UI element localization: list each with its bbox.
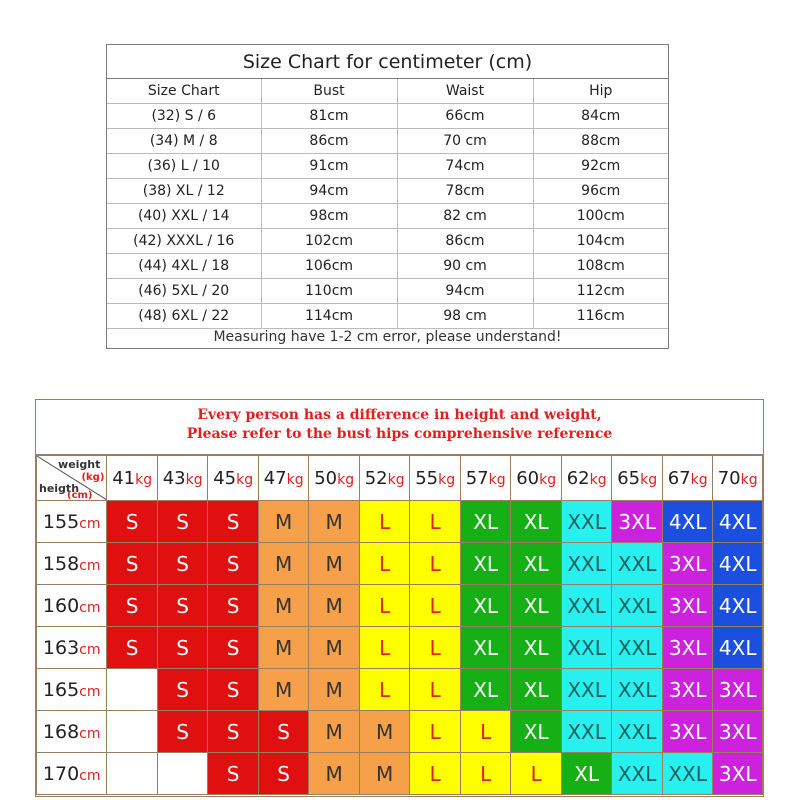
- size-cell: XXL: [561, 669, 612, 711]
- empty-cell: [107, 669, 158, 711]
- empty-cell: [107, 753, 158, 795]
- waist-value: 82 cm: [397, 204, 533, 229]
- size-chart-row: [107, 179, 668, 204]
- weight-value: 47: [263, 467, 287, 489]
- size-cell: M: [258, 501, 309, 543]
- weight-col-header: [713, 456, 763, 501]
- header-waist: Waist: [397, 79, 533, 104]
- hip-value: 116cm: [533, 304, 668, 329]
- weight-unit: kg: [337, 471, 355, 488]
- size-cell: XL: [460, 585, 511, 627]
- hip-value: 104cm: [533, 229, 668, 254]
- height-unit: cm: [79, 767, 101, 784]
- weight-value: 57: [465, 467, 489, 489]
- weight-unit: kg: [488, 471, 506, 488]
- size-cell: L: [359, 627, 410, 669]
- size-chart-row: [107, 204, 668, 229]
- size-cell: XL: [511, 711, 562, 753]
- size-cell: XXL: [612, 669, 663, 711]
- size-cell: M: [258, 543, 309, 585]
- weight-col-header: [309, 456, 360, 501]
- height-value: 170: [42, 762, 80, 785]
- size-cell: 3XL: [662, 711, 713, 753]
- weight-unit: kg: [690, 471, 708, 488]
- weight-col-header: [208, 456, 259, 501]
- size-cell: L: [410, 585, 461, 627]
- size-cell: S: [107, 501, 158, 543]
- size-cell: 3XL: [612, 501, 663, 543]
- size-cell: M: [258, 627, 309, 669]
- height-row-header: [37, 753, 107, 795]
- height-row: [37, 753, 763, 795]
- size-cell: XL: [460, 543, 511, 585]
- weight-col-header: [511, 456, 562, 501]
- size-cell: XXL: [612, 753, 663, 795]
- size-cell: 4XL: [713, 501, 763, 543]
- size-cell: M: [309, 669, 360, 711]
- height-unit: cm: [79, 683, 101, 700]
- waist-value: 78cm: [397, 179, 533, 204]
- weight-col-header: [157, 456, 208, 501]
- size-cell: M: [309, 711, 360, 753]
- height-unit-label: (cm): [67, 490, 93, 501]
- size-cell: XL: [460, 501, 511, 543]
- size-cell: S: [208, 669, 259, 711]
- hip-value: 96cm: [533, 179, 668, 204]
- weight-col-header: [107, 456, 158, 501]
- size-cell: XXL: [561, 711, 612, 753]
- size-chart-title: Size Chart for centimeter (cm): [107, 45, 668, 79]
- size-cell: S: [258, 753, 309, 795]
- bust-value: 106cm: [261, 254, 397, 279]
- waist-value: 66cm: [397, 104, 533, 129]
- waist-value: 74cm: [397, 154, 533, 179]
- size-cell: M: [309, 753, 360, 795]
- height-value: 165: [42, 678, 80, 701]
- size-cell: 4XL: [713, 543, 763, 585]
- size-cell: XL: [511, 627, 562, 669]
- size-label: (46) 5XL / 20: [107, 279, 261, 304]
- size-cell: 4XL: [662, 501, 713, 543]
- size-cell: S: [157, 669, 208, 711]
- size-chart-body: [107, 104, 668, 329]
- hip-value: 108cm: [533, 254, 668, 279]
- size-cell: XL: [561, 753, 612, 795]
- height-label: heigth: [39, 482, 80, 495]
- size-cell: S: [208, 711, 259, 753]
- height-unit: cm: [79, 557, 101, 574]
- weight-unit: kg: [286, 471, 304, 488]
- height-value: 158: [42, 552, 80, 575]
- size-cell: S: [157, 501, 208, 543]
- weight-col-header: [561, 456, 612, 501]
- height-value: 168: [42, 720, 80, 743]
- size-label: (40) XXL / 14: [107, 204, 261, 229]
- waist-value: 86cm: [397, 229, 533, 254]
- size-cell: XL: [511, 669, 562, 711]
- size-cell: 3XL: [662, 543, 713, 585]
- size-cell: L: [460, 711, 511, 753]
- weight-unit: kg: [640, 471, 658, 488]
- height-unit: cm: [79, 599, 101, 616]
- weight-col-header: [662, 456, 713, 501]
- weight-value: 41: [112, 467, 136, 489]
- height-row: [37, 711, 763, 753]
- size-cell: L: [410, 627, 461, 669]
- height-row-header: [37, 669, 107, 711]
- size-cell: 4XL: [713, 585, 763, 627]
- weight-unit: kg: [740, 471, 758, 488]
- size-chart-row: [107, 279, 668, 304]
- size-cell: L: [410, 501, 461, 543]
- waist-value: 98 cm: [397, 304, 533, 329]
- height-row-header: [37, 711, 107, 753]
- size-cell: S: [107, 627, 158, 669]
- weight-unit: kg: [185, 471, 203, 488]
- size-label: (32) S / 6: [107, 104, 261, 129]
- size-chart-table: [107, 79, 668, 329]
- size-cell: S: [208, 627, 259, 669]
- size-cell: XXL: [561, 627, 612, 669]
- hip-value: 100cm: [533, 204, 668, 229]
- size-cell: M: [258, 585, 309, 627]
- size-cell: S: [208, 753, 259, 795]
- size-label: (36) L / 10: [107, 154, 261, 179]
- size-cell: 3XL: [713, 711, 763, 753]
- bust-value: 86cm: [261, 129, 397, 154]
- bust-value: 110cm: [261, 279, 397, 304]
- weight-unit: kg: [589, 471, 607, 488]
- height-row: [37, 669, 763, 711]
- size-chart-row: [107, 254, 668, 279]
- size-cell: M: [309, 585, 360, 627]
- size-label: (34) M / 8: [107, 129, 261, 154]
- weight-value: 65: [617, 467, 641, 489]
- weight-height-size-chart: [35, 399, 764, 797]
- size-label: (38) XL / 12: [107, 179, 261, 204]
- height-row-header: [37, 543, 107, 585]
- hip-value: 92cm: [533, 154, 668, 179]
- size-chart-row: [107, 154, 668, 179]
- weight-value: 43: [162, 467, 186, 489]
- hip-value: 84cm: [533, 104, 668, 129]
- size-cell: L: [460, 753, 511, 795]
- size-cell: XXL: [561, 543, 612, 585]
- weight-col-header: [460, 456, 511, 501]
- height-row: [37, 627, 763, 669]
- size-cell: S: [208, 585, 259, 627]
- weight-value: 52: [364, 467, 388, 489]
- weight-col-header: [410, 456, 461, 501]
- size-chart-row: [107, 104, 668, 129]
- size-cell: L: [410, 669, 461, 711]
- size-label: (42) XXXL / 16: [107, 229, 261, 254]
- size-cell: XL: [460, 669, 511, 711]
- size-cell: S: [157, 585, 208, 627]
- bust-value: 102cm: [261, 229, 397, 254]
- size-cell: 3XL: [662, 627, 713, 669]
- weight-value: 60: [516, 467, 540, 489]
- hip-value: 88cm: [533, 129, 668, 154]
- waist-value: 90 cm: [397, 254, 533, 279]
- size-cell: 4XL: [713, 627, 763, 669]
- size-cell: XL: [511, 501, 562, 543]
- bust-value: 114cm: [261, 304, 397, 329]
- weight-value: 55: [415, 467, 439, 489]
- size-cell: XXL: [612, 711, 663, 753]
- size-chart-row: [107, 229, 668, 254]
- size-cell: 3XL: [713, 669, 763, 711]
- size-cell: S: [157, 627, 208, 669]
- size-cell: S: [107, 585, 158, 627]
- header-bust: Bust: [261, 79, 397, 104]
- size-cell: S: [208, 501, 259, 543]
- weight-unit: kg: [539, 471, 557, 488]
- height-value: 155: [42, 510, 80, 533]
- size-cell: M: [309, 543, 360, 585]
- size-chart-cm: [106, 44, 669, 349]
- size-chart-header-row: [107, 79, 668, 104]
- size-cell: L: [410, 711, 461, 753]
- size-cell: L: [359, 543, 410, 585]
- waist-value: 70 cm: [397, 129, 533, 154]
- size-cell: S: [107, 543, 158, 585]
- bust-value: 91cm: [261, 154, 397, 179]
- size-cell: XXL: [612, 585, 663, 627]
- size-cell: XL: [511, 585, 562, 627]
- empty-cell: [157, 753, 208, 795]
- size-cell: XXL: [612, 543, 663, 585]
- size-cell: XXL: [612, 627, 663, 669]
- size-grid-body: [37, 501, 763, 795]
- size-cell: 3XL: [662, 669, 713, 711]
- corner-cell: [37, 456, 107, 501]
- weight-unit: kg: [135, 471, 153, 488]
- size-cell: L: [511, 753, 562, 795]
- height-unit: cm: [79, 641, 101, 658]
- bust-value: 98cm: [261, 204, 397, 229]
- weight-value: 62: [566, 467, 590, 489]
- weight-value: 45: [213, 467, 237, 489]
- size-label: (44) 4XL / 18: [107, 254, 261, 279]
- size-cell: L: [410, 543, 461, 585]
- weight-col-header: [258, 456, 309, 501]
- size-cell: 3XL: [662, 585, 713, 627]
- size-cell: L: [410, 753, 461, 795]
- size-chart-row: [107, 129, 668, 154]
- banner-line-2: Please refer to the bust hips comprehensive reference: [186, 426, 613, 442]
- weight-value: 70: [717, 467, 741, 489]
- height-value: 163: [42, 636, 80, 659]
- bust-value: 94cm: [261, 179, 397, 204]
- size-cell: L: [359, 501, 410, 543]
- size-cell: XL: [511, 543, 562, 585]
- size-cell: S: [157, 711, 208, 753]
- size-chart-row: [107, 304, 668, 329]
- size-cell: M: [359, 753, 410, 795]
- size-label: (48) 6XL / 22: [107, 304, 261, 329]
- size-cell: S: [157, 543, 208, 585]
- weight-unit: kg: [438, 471, 456, 488]
- bust-value: 81cm: [261, 104, 397, 129]
- size-cell: XXL: [561, 501, 612, 543]
- weight-value: 67: [667, 467, 691, 489]
- size-cell: XL: [460, 627, 511, 669]
- header-hip: Hip: [533, 79, 668, 104]
- weight-unit: kg: [236, 471, 254, 488]
- size-cell: M: [309, 501, 360, 543]
- height-value: 160: [42, 594, 80, 617]
- height-row-header: [37, 501, 107, 543]
- weight-label: weight: [58, 458, 101, 471]
- height-row: [37, 543, 763, 585]
- size-cell: L: [359, 585, 410, 627]
- weight-col-header: [612, 456, 663, 501]
- size-cell: S: [258, 711, 309, 753]
- weight-unit: kg: [387, 471, 405, 488]
- weight-value: 50: [314, 467, 338, 489]
- weight-header-row: [37, 456, 763, 501]
- hip-value: 112cm: [533, 279, 668, 304]
- height-row-header: [37, 585, 107, 627]
- waist-value: 94cm: [397, 279, 533, 304]
- size-cell: S: [208, 543, 259, 585]
- weight-col-header: [359, 456, 410, 501]
- weight-unit-label: (kg): [81, 472, 105, 483]
- header-size-chart: Size Chart: [107, 79, 261, 104]
- height-row-header: [37, 627, 107, 669]
- height-unit: cm: [79, 725, 101, 742]
- height-row: [37, 585, 763, 627]
- size-cell: L: [359, 669, 410, 711]
- height-unit: cm: [79, 515, 101, 532]
- size-cell: XXL: [561, 585, 612, 627]
- size-cell: M: [309, 627, 360, 669]
- reference-banner: [36, 400, 763, 455]
- size-cell: M: [359, 711, 410, 753]
- size-cell: 3XL: [713, 753, 763, 795]
- empty-cell: [107, 711, 158, 753]
- size-cell: M: [258, 669, 309, 711]
- size-grid: [36, 455, 763, 795]
- size-cell: XXL: [662, 753, 713, 795]
- height-row: [37, 501, 763, 543]
- measurement-note: Measuring have 1-2 cm error, please understand!: [213, 329, 562, 345]
- banner-line-1: Every person has a difference in height and weight,: [197, 407, 602, 423]
